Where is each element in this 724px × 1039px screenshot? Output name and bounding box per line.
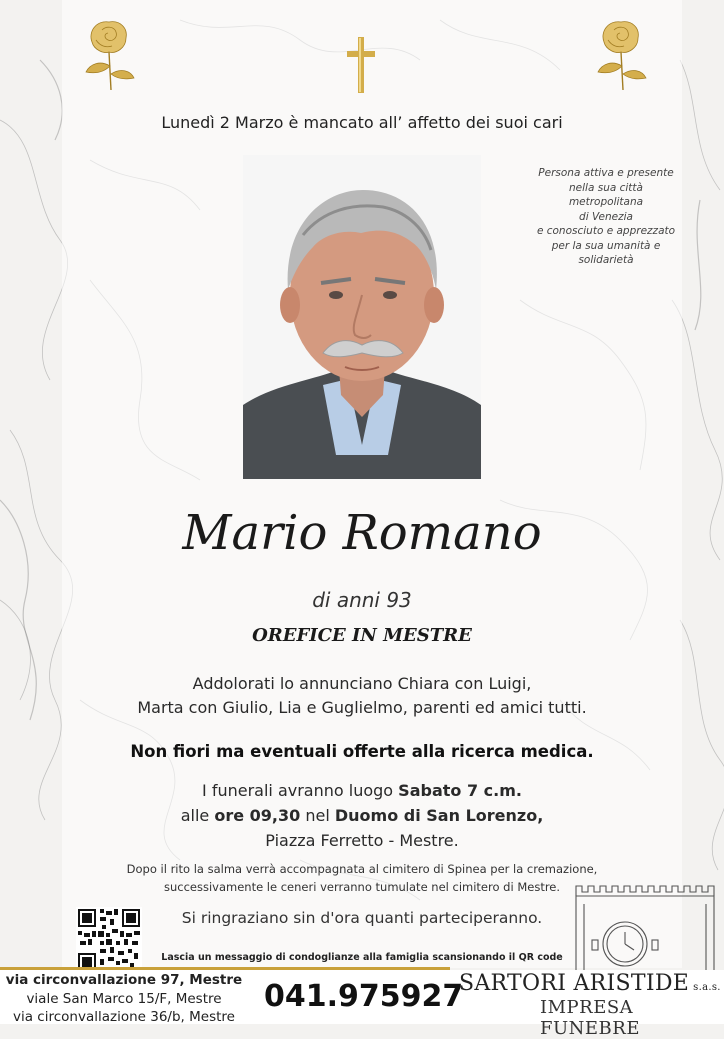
funeral-details <box>0 778 724 853</box>
portrait-photo <box>243 155 481 479</box>
company-name <box>459 971 721 996</box>
mourners-line: Marta con Giulio, Lia e Guglielmo, parenti ed amici tutti. <box>137 698 587 717</box>
side-note-line: Persona attiva e presente <box>538 167 674 179</box>
thanks-text: Si ringraziano sin d'ora quanti parteciperanno. <box>181 909 543 927</box>
qr-code[interactable] <box>76 907 142 973</box>
after-rite-line: Dopo il rito la salma verrà accompagnata al cimitero di Spinea per la cremazione, <box>126 862 598 876</box>
company-suffix: s.a.s. <box>693 982 721 993</box>
phone-number[interactable]: 041.975927 <box>264 979 464 1014</box>
funeral-line-1 <box>0 778 724 803</box>
side-note-line: solidarietà <box>578 254 634 266</box>
donation-request: Non fiori ma eventuali offerte alla ricerca medica. <box>130 742 594 761</box>
rose-icon-right <box>590 16 652 92</box>
death-announcement: Lunedì 2 Marzo è mancato all’ affetto dei suoi cari <box>161 113 563 132</box>
side-note-line: di Venezia <box>579 210 633 223</box>
funeral-time: ore 09,30 <box>214 806 301 825</box>
funeral-text: nel <box>300 806 335 825</box>
cross-icon <box>345 37 377 93</box>
funeral-text: alle <box>180 806 215 825</box>
rose-icon-left <box>78 16 140 92</box>
after-rite-line: successivamente le ceneri verranno tumulate nel cimitero di Mestre. <box>163 880 561 894</box>
address-3: via circonvallazione 36/b, Mestre <box>13 1009 235 1025</box>
deceased-profession: OREFICE IN MESTRE <box>252 625 472 646</box>
mourners <box>0 672 724 720</box>
side-note-line: e conosciuto e apprezzato <box>536 225 676 237</box>
deceased-name: Mario Romano <box>182 505 542 561</box>
funeral-line-2 <box>0 803 724 828</box>
funeral-text: I funerali avranno luogo <box>202 781 399 800</box>
address-2: viale San Marco 15/F, Mestre <box>26 991 222 1007</box>
side-note <box>536 166 676 268</box>
company-subtitle: IMPRESA FUNEBRE <box>540 997 640 1039</box>
mourners-line: Addolorati lo annunciano Chiara con Luigi, <box>192 674 532 693</box>
company-name-text: SARTORI ARISTIDE <box>459 971 690 996</box>
deceased-age: di anni 93 <box>312 588 412 612</box>
side-note-line: nella sua città metropolitana <box>568 181 644 208</box>
qr-note: Lascia un messaggio di condoglianze alla famiglia scansionando il QR code <box>161 952 563 963</box>
funeral-date: Sabato 7 c.m. <box>398 781 522 800</box>
funeral-place: Duomo di San Lorenzo, <box>334 806 544 825</box>
address-1: via circonvallazione 97, Mestre <box>5 972 243 988</box>
side-note-line: per la sua umanità e <box>551 239 661 252</box>
clock-tower-logo <box>570 874 720 974</box>
funeral-line-3: Piazza Ferretto - Mestre. <box>265 831 459 850</box>
